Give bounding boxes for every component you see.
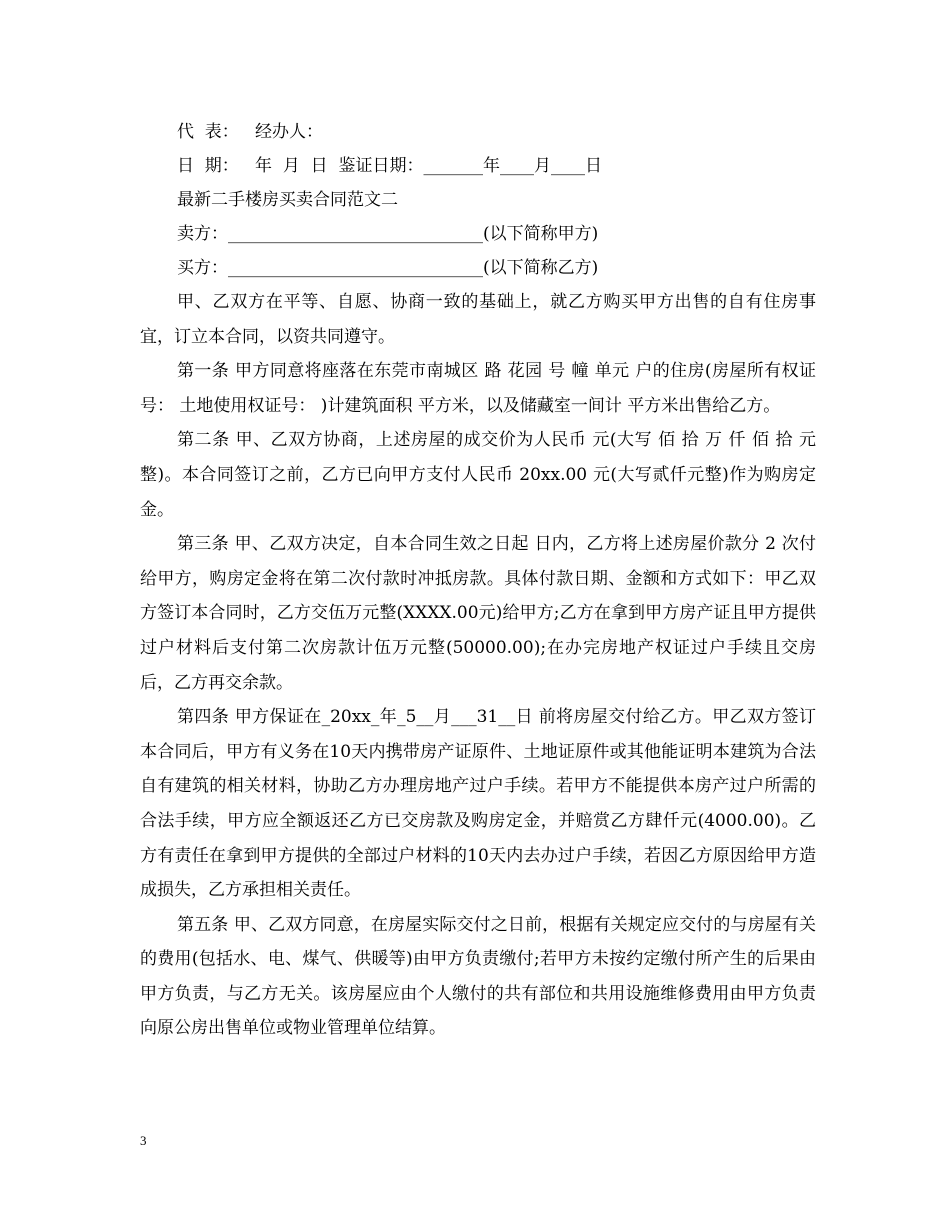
article-1-paragraph: 第一条 甲方同意将座落在东莞市南城区 路 花园 号 幢 单元 户的住房(房屋所有权证号： 土地使用权证号： )计建筑面积 平方米，以及储藏室一间计 平方米出售给乙方。	[140, 361, 816, 416]
seller-line: 卖方：______________________________(以下简称甲方)	[177, 224, 599, 244]
preamble-paragraph: 甲、乙双方在平等、自愿、协商一致的基础上，就乙方购买甲方出售的自有住房事宜，订立本合同，以资共同遵守。	[140, 292, 816, 347]
page-number: 3	[140, 1133, 147, 1148]
article-5-paragraph: 第五条 甲、乙双方同意，在房屋实际交付之日前，根据有关规定应交付的与房屋有关的费用(包括水、电、煤气、供暖等)由甲方负责缴付;若甲方未按约定缴付所产生的后果由甲方负责，与乙方无关。该房屋应由个人缴付的共有部位和共用设施维修费用由甲方负责向原公房出售单位或物业管理单位结算。	[140, 914, 816, 1039]
document-body	[140, 115, 816, 1046]
article-4-paragraph: 第四条 甲方保证在_20xx_年_5__月___31__日 前将房屋交付给乙方。甲乙双方签订本合同后，甲方有义务在10天内携带房产证原件、土地证原件或其他能证明本建筑为合法自有建筑的相关材料，协助乙方办理房地产过户手续。若甲方不能提供本房产过户所需的合法手续，甲方应全额返还乙方已交房款及购房定金，并赔赏乙方肆仟元(4000.00)。乙方有责任在拿到甲方提供的全部过户材料的10天内去办过户手续，若因乙方原因给甲方造成损失，乙方承担相关责任。	[140, 707, 816, 901]
buyer-line: 买方：______________________________(以下简称乙方)	[177, 258, 599, 278]
date-line: 日 期： 年 月 日 鉴证日期：_______年____月____日	[177, 156, 602, 176]
section-title: 最新二手楼房买卖合同范文二	[177, 190, 398, 210]
article-2-paragraph: 第二条 甲、乙双方协商，上述房屋的成交价为人民币 元(大写 佰 拾 万 仟 佰 拾 元整)。本合同签订之前，乙方已向甲方支付人民币 20xx.00 元(大写贰仟元整)作为购房定金。	[140, 430, 816, 520]
representative-line: 代 表： 经办人：	[177, 122, 324, 142]
article-3-paragraph: 第三条 甲、乙双方决定，自本合同生效之日起 日内，乙方将上述房屋价款分 2 次付给甲方，购房定金将在第二次付款时冲抵房款。具体付款日期、金额和方式如下：甲乙双方签订本合同时，乙方交伍万元整(XXXX.00元)给甲方;乙方在拿到甲方房产证且甲方提供过户材料后支付第二次房款计伍万元整(50000.00);在办完房地产权证过户手续且交房后，乙方再交余款。	[140, 534, 816, 693]
